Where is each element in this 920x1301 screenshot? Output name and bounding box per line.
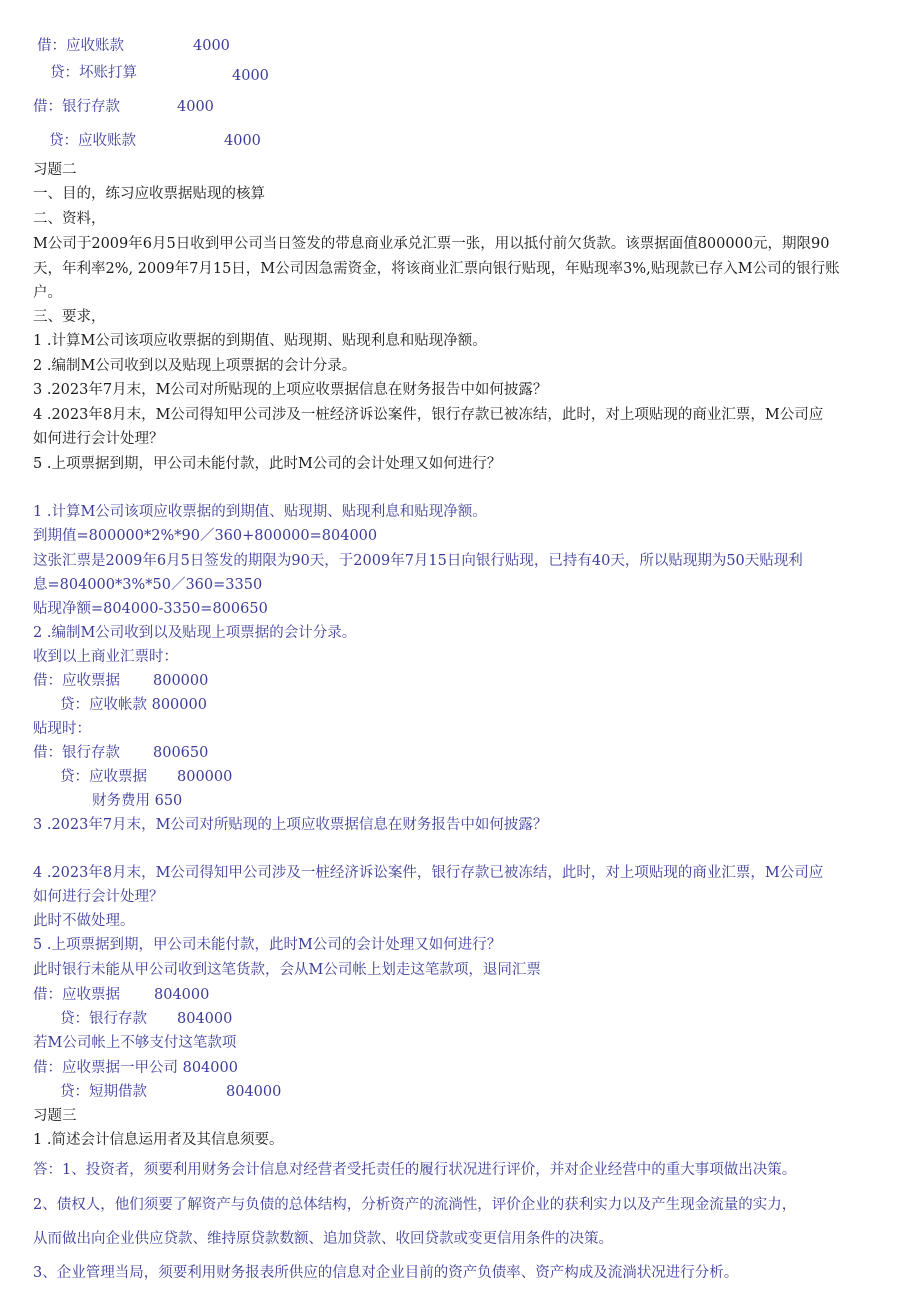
entry-label: 借：银行存款	[33, 99, 120, 115]
top-entry-1	[37, 36, 230, 56]
discount-credit-entry	[60, 767, 232, 787]
a5-credit-entry	[60, 1009, 232, 1029]
entry-label: 借：银行存款	[33, 745, 120, 761]
entry-amount: 804000	[154, 987, 210, 1003]
requirement-item: 2 .编制M公司收到以及贴现上项票据的会计分录。	[33, 358, 357, 374]
discount-period-line: 这张汇票是2009年6月5日签发的期限为90天，于2009年7月15日向银行贴现，已持有40天，所以贴现期为50天贴现利	[33, 553, 803, 569]
entry-amount: 804000	[177, 1011, 233, 1027]
entry-amount: 4000	[224, 133, 261, 149]
maturity-value: 到期值=800000*2%*90／360+800000=804000	[33, 528, 378, 544]
exercise-2-material-heading: 二、资料，	[33, 211, 106, 227]
discount-heading: 贴现时：	[33, 721, 91, 737]
entry-label: 借：应收账款	[37, 38, 124, 54]
entry-label: 借：应收票据	[33, 987, 120, 1003]
receive-credit-entry: 贷：应收帐款 800000	[60, 697, 207, 713]
receive-debit-entry	[33, 671, 208, 691]
answer-5-title: 5 .上项票据到期，甲公司未能付款，此时M公司的会计处理又如何进行？	[33, 937, 502, 953]
discount-net-amount: 贴现净额=804000-3350=800650	[33, 601, 268, 617]
entry-label: 贷：应收账款	[49, 133, 136, 149]
entry-amount: 800000	[177, 769, 233, 785]
requirement-item: 3 .2023年7月末，M公司对所贴现的上项应收票据信息在财务报告中如何披露？	[33, 382, 548, 398]
answer-1-title: 1 .计算M公司该项应收票据的到期值、贴现期、贴现利息和贴现净额。	[33, 504, 487, 520]
exercise-2-requirements-heading: 三、要求，	[33, 309, 106, 325]
a5-debit-entry-2: 借：应收票据一甲公司 804000	[33, 1060, 238, 1076]
a5-debit-entry	[33, 985, 209, 1005]
a5-credit-entry-2	[60, 1082, 281, 1102]
requirement-item: 1 .计算M公司该项应收票据的到期值、贴现期、贴现利息和贴现净额。	[33, 333, 487, 349]
top-entry-4	[49, 131, 261, 151]
material-line: 天，年利率2%, 2009年7月15日，M公司因急需资金，将该商业汇票向银行贴现，年贴现率3%,贴现款已存入M公司的银行账	[33, 261, 840, 277]
entry-label: 贷：应收票据	[60, 769, 147, 785]
exercise-3-answer-2: 2、债权人，他们须要了解资产与负债的总体结构，分析资产的流淌性，评价企业的获利实力以及产生现金流量的实力，	[33, 1197, 797, 1213]
entry-label: 贷：短期借款	[60, 1084, 147, 1100]
answer-4-title: 4 .2023年8月末，M公司得知甲公司涉及一桩经济诉讼案件，银行存款已被冻结，此时，对上项贴现的商业汇票，M公司应	[33, 865, 824, 881]
top-entry-2	[50, 63, 269, 83]
entry-amount: 4000	[232, 68, 269, 84]
requirement-item: 4 .2023年8月末，M公司得知甲公司涉及一桩经济诉讼案件，银行存款已被冻结，此时，对上项贴现的商业汇票，M公司应	[33, 407, 824, 423]
discount-interest-line: 息=804000*3%*50／360=3350	[33, 577, 263, 593]
top-entry-3	[33, 97, 214, 117]
entry-amount: 800000	[153, 673, 209, 689]
receive-heading: 收到以上商业汇票时：	[33, 649, 178, 665]
exercise-2-purpose: 一、目的，练习应收票据贴现的核算	[33, 186, 265, 202]
exercise-2-title: 习题二	[33, 162, 77, 178]
exercise-3-question-1: 1 .简述会计信息运用者及其信息须要。	[33, 1132, 284, 1148]
entry-amount: 4000	[177, 99, 214, 115]
material-line: M公司于2009年6月5日收到甲公司当日签发的带息商业承兑汇票一张，用以抵付前欠货款。该票据面值800000元，期限90	[33, 236, 830, 252]
exercise-3-answer-1: 答：1、投资者，须要利用财务会计信息对经营者受托责任的履行状况进行评价，并对企业经营中的重大事项做出决策。	[33, 1162, 797, 1178]
requirement-item: 5 .上项票据到期，甲公司未能付款，此时M公司的会计处理又如何进行？	[33, 456, 502, 472]
finance-expense-entry: 财务费用 650	[92, 793, 183, 809]
exercise-3-title: 习题三	[33, 1108, 77, 1124]
answer-4-text: 此时不做处理。	[33, 913, 135, 929]
answer-5-text: 此时银行未能从甲公司收到这笔货款，会从M公司帐上划走这笔款项，退同汇票	[33, 962, 541, 978]
answer-2-title: 2 .编制M公司收到以及贴现上项票据的会计分录。	[33, 625, 357, 641]
entry-label: 贷：银行存款	[60, 1011, 147, 1027]
entry-label: 借：应收票据	[33, 673, 120, 689]
entry-label: 贷：坏账打算	[50, 65, 137, 81]
entry-amount: 804000	[226, 1084, 282, 1100]
exercise-3-answer-2-cont: 从而做出向企业供应贷款、维持原贷款数额、追加贷款、收回贷款或变更信用条件的决策。	[33, 1231, 613, 1247]
discount-debit-entry	[33, 743, 208, 763]
exercise-3-answer-3: 3、企业管理当局，须要利用财务报表所供应的信息对企业目前的资产负债率、资产构成及流淌状况进行分析。	[33, 1265, 739, 1281]
answer-3-title: 3 .2023年7月末，M公司对所贴现的上项应收票据信息在财务报告中如何披露？	[33, 817, 548, 833]
material-line: 户。	[33, 285, 62, 301]
answer-4-title-cont: 如何进行会计处理？	[33, 889, 164, 905]
a5-insufficient-note: 若M公司帐上不够支付这笔款项	[33, 1035, 237, 1051]
entry-amount: 800650	[153, 745, 209, 761]
requirement-item: 如何进行会计处理？	[33, 431, 164, 447]
entry-amount: 4000	[193, 38, 230, 54]
